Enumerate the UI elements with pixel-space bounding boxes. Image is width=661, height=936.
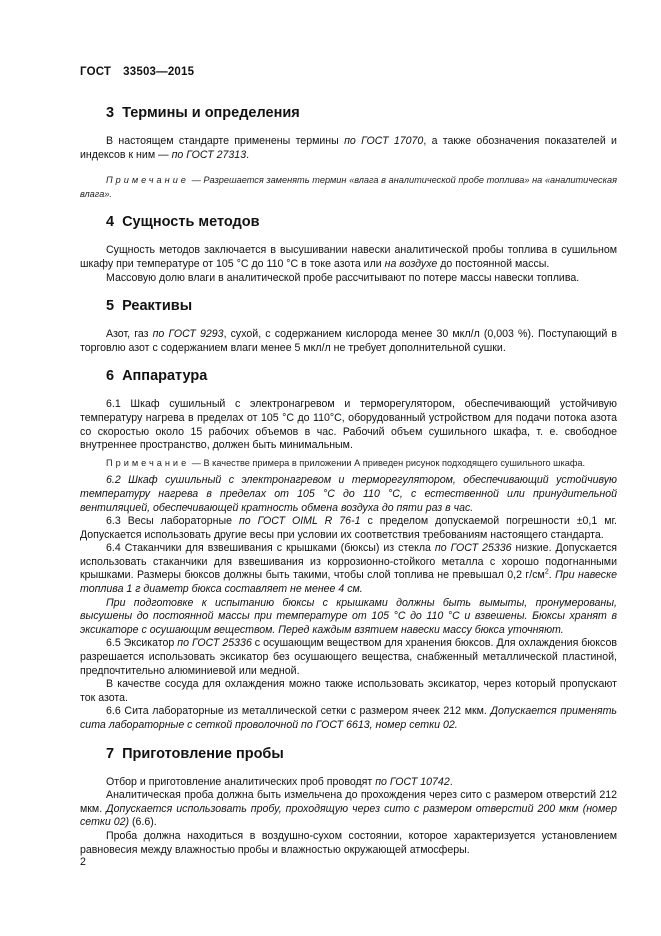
- text-run: Отбор и приготовление аналитических проб проводят: [106, 775, 376, 788]
- paragraph: [80, 135, 617, 162]
- italic-text: по ГОСТ 10742: [375, 775, 450, 788]
- text-run: 6.4 Стаканчики для взвешивания с крышками (бюксы) из стекла: [106, 542, 435, 555]
- text-run: 6.1 Шкаф сушильный с электронагревом и терморегулятором, обеспечивающий устойчивую температуру нагрева в пределах от 105 °С до 110°С, оборудованный устройством для подачи потока азота со скоростью около 15 рабочих объемов в час. Рабочий объем сушильного шкафа, т. е. свободное внутреннее пространство, должен быть минимальным.: [80, 398, 617, 452]
- italic-text: — Разрешается заменять термин «влага в аналитической пробе топлива» на «аналитическая влага».: [80, 175, 617, 199]
- text-run: , а также обозначения показателей и индексов к ним —: [80, 135, 617, 161]
- section-number: 6: [106, 368, 115, 385]
- paragraph: [80, 597, 617, 638]
- paragraph: [80, 678, 617, 705]
- text-run: Проба должна находиться в воздушно-сухом состоянии, которое характеризуется установлением равновесия между влажностью пробы и влажностью окружающей атмосферы.: [80, 829, 617, 856]
- text-run: до постоянной массы.: [437, 257, 550, 270]
- text-run: Сущность методов заключается в высушивании навески аналитической пробы топлива в сушильном шкафу при температуре от 105 °С до 110 °С в токе азота или: [80, 244, 617, 270]
- italic-text: на воздухе: [384, 257, 438, 270]
- text-run: .: [449, 775, 453, 788]
- note-paragraph: [80, 174, 617, 201]
- italic-text: При подготовке к испытанию бюксы с крышками должны быть вымыты, пронумерованы, высушены до постоянной массы при температуре от 105 °С до 110 °С и взвешены. Бюксы хранят в эксикаторе с осушающим веществом. Перед каждым взятием навески массу бюкса уточняют.: [80, 596, 617, 636]
- section-title: Приготовление пробы: [122, 745, 284, 762]
- document-header: [80, 66, 194, 78]
- section-heading: [106, 213, 617, 231]
- text-run: (6.6).: [129, 816, 157, 829]
- paragraph: [80, 515, 617, 542]
- text-run: Примечание: [106, 457, 190, 468]
- page-number: 2: [80, 856, 86, 868]
- section-title: Сущность методов: [122, 214, 260, 231]
- text-run: .: [548, 569, 556, 582]
- italic-text: по ГОСТ 17070: [344, 135, 424, 147]
- italic-text: по ГОСТ 25336: [177, 637, 252, 650]
- text-run: с пределом допускаемой погрешности ±0,1 мг. Допускается использовать другие весы при условии их соответствия требованиям настоящего стандарта.: [80, 515, 617, 541]
- italic-text: Допускается использовать пробу, проходящую через сито с размером отверстий 200 мкм (номер сетки 02): [80, 802, 617, 829]
- text-run: В настоящем стандарте применены термины: [106, 135, 345, 147]
- standard-number: 33503—2015: [123, 66, 195, 78]
- note-paragraph: [80, 457, 617, 471]
- paragraph: [80, 542, 617, 596]
- section-title: Аппаратура: [122, 368, 208, 385]
- section-heading: [106, 367, 617, 385]
- text-run: с осушающим веществом для хранения бюксов. Для охлаждения бюксов разрешается использовать эксикатор без осушающего вещества, снабженный металлической пластиной, предпочтительно алюминиевой или медной.: [80, 637, 617, 677]
- section-heading: [106, 104, 617, 122]
- italic-text: по ГОСТ OIML R 76-1: [238, 515, 361, 528]
- text-run: 6.6 Сита лабораторные из металлической сетки с размером ячеек 212 мкм.: [106, 705, 491, 718]
- paragraph: [80, 705, 617, 732]
- italic-text: по ГОСТ 25336: [434, 542, 512, 555]
- paragraph: [80, 776, 617, 790]
- paragraph: [80, 789, 617, 830]
- text-run: Аналитическая проба должна быть измельчена до прохождения через сито с размером отверстий 212 мкм.: [80, 789, 617, 815]
- text-run: 2: [544, 568, 549, 576]
- standard-label: ГОСТ: [80, 66, 112, 78]
- text-run: 6.5 Эксикатор: [106, 637, 178, 650]
- paragraph: [80, 830, 617, 857]
- section-title: Термины и определения: [122, 105, 300, 121]
- text-run: Массовую долю влаги в аналитической пробе рассчитывают по потере массы навески топлива.: [106, 271, 580, 284]
- text-run: 6.3 Весы лабораторные: [106, 515, 239, 528]
- paragraph: [80, 328, 617, 355]
- text-run: , сухой, с содержанием кислорода менее 30 мкл/л (0,003 %). Поступающий в торговлю азот с содержанием влаги менее 5 мкл/л не требует дополнительной сушки.: [80, 328, 617, 354]
- paragraph: [80, 398, 617, 452]
- italic-text: Допускается применять сита лабораторные с сеткой проволочной по ГОСТ 6613, номер сетки 02.: [80, 705, 617, 731]
- text-run: низкие. Допускается использовать стаканчики для взвешивания из коррозионно-стойкого металла с хорошо подогнанными крышками. Размеры бюксов должны быть такими, чтобы слой топлива не превышал 0,2 г/см: [80, 542, 617, 582]
- italic-text: по ГОСТ 9293: [152, 328, 224, 341]
- text-run: .: [246, 148, 250, 161]
- document-body: [80, 104, 617, 857]
- italic-text: по ГОСТ 27313: [171, 148, 247, 161]
- italic-text: Примечание: [106, 175, 189, 186]
- text-run: Азот, газ: [106, 328, 153, 341]
- italic-text: При навеске топлива 1 г диаметр бюкса составляет не менее 4 см.: [80, 569, 617, 596]
- text-run: В качестве сосуда для охлаждения можно также использовать эксикатор, через который пропускают ток азота.: [80, 678, 617, 704]
- paragraph: [80, 637, 617, 678]
- paragraph: [80, 474, 617, 515]
- section-number: 3: [106, 105, 115, 121]
- paragraph: [80, 272, 617, 286]
- section-number: 4: [106, 214, 115, 231]
- section-heading: [106, 745, 617, 763]
- italic-text: 6.2 Шкаф сушильный с электронагревом и терморегулятором, обеспечивающий устойчивую температуру нагрева в пределах от 105 °С до 110 °С, с естественной или принудительной вентиляцией, обеспечивающей кратность обмена воздуха до пяти раз в час.: [80, 474, 617, 514]
- text-run: — В качестве примера в приложении А приведен рисунок подходящего сушильного шкафа.: [189, 457, 586, 468]
- section-number: 5: [106, 298, 115, 315]
- paragraph: [80, 244, 617, 271]
- section-heading: [106, 297, 617, 315]
- section-title: Реактивы: [122, 298, 193, 315]
- section-number: 7: [106, 745, 115, 762]
